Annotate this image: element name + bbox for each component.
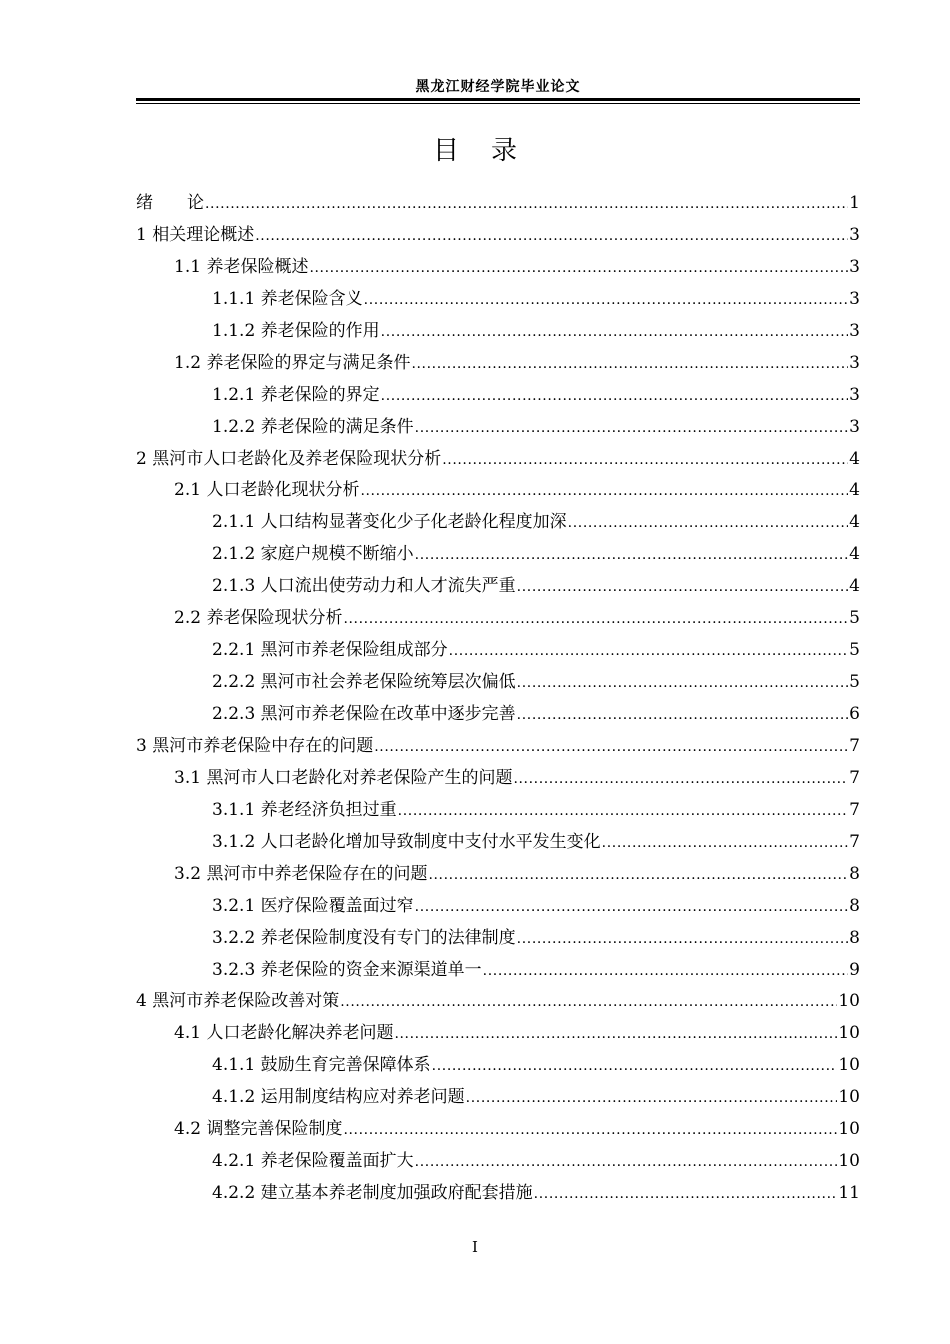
toc-entry[interactable] [136,1050,860,1082]
toc-entry[interactable] [136,1146,860,1178]
toc-entry[interactable] [136,859,860,891]
toc-entry-title: 1.1.2 养老保险的作用 [212,320,380,341]
toc-entry-page: 11 [838,1183,860,1204]
toc-entry-page: 5 [849,672,860,693]
toc-entry[interactable] [136,507,860,539]
toc-entry-page: 7 [849,735,860,756]
toc-entry-page: 8 [849,927,860,948]
toc-entry-title: 绪 论 [136,193,204,213]
toc-dot-leader [428,859,848,892]
toc-entry-title: 4.1 人口老龄化解决养老问题 [174,1023,394,1044]
toc-entry-title: 2.1 人口老龄化现状分析 [174,480,360,501]
toc-dot-leader [255,220,848,253]
toc-entry-page: 7 [849,831,860,852]
toc-dot-leader [517,571,849,604]
toc-entry-page: 10 [838,1055,860,1076]
toc-entry[interactable] [136,827,860,859]
toc-dot-leader [309,252,848,285]
toc-entry-title: 1.2 养老保险的界定与满足条件 [174,352,411,373]
toc-dot-leader [442,444,848,477]
toc-entry-title: 2.2 养老保险现状分析 [174,608,343,629]
toc-dot-leader [415,412,849,445]
toc-entry-title: 4.2.1 养老保险覆盖面扩大 [212,1151,414,1172]
toc-entry[interactable] [136,284,860,316]
toc-entry-title: 1 相关理论概述 [136,224,255,245]
toc-dot-leader [517,923,849,956]
toc-entry-title: 4.2 调整完善保险制度 [174,1119,343,1140]
toc-dot-leader [517,699,849,732]
toc-entry-page: 4 [849,576,860,597]
toc-entry-title: 2.1.1 人口结构显著变化少子化老龄化程度加深 [212,512,567,533]
toc-entry-page: 4 [849,448,860,469]
toc-entry-title: 3.2.2 养老保险制度没有专门的法律制度 [212,927,516,948]
toc-dot-leader [449,635,849,668]
toc-entry-page: 4 [849,512,860,533]
header-rule-thick [136,98,860,101]
toc-dot-leader [340,986,837,1019]
toc-entry[interactable] [136,571,860,603]
toc-title: 目录 [432,136,549,166]
toc-entry-page: 6 [849,704,860,724]
toc-dot-leader [205,188,848,221]
toc-entry-title: 3.1.1 养老经济负担过重 [212,799,397,820]
toc-entry[interactable] [136,891,860,923]
toc-entry-title: 1.1.1 养老保险含义 [212,288,363,309]
toc-entry-page: 1 [849,193,860,213]
toc-entry-title: 3.2.3 养老保险的资金来源渠道单一 [212,959,482,980]
toc-entry[interactable] [136,699,860,731]
toc-entry[interactable] [136,316,860,348]
toc-entry[interactable] [136,763,860,795]
toc-dot-leader [360,475,848,508]
toc-entry-page: 9 [849,959,860,980]
toc-entry-title: 2.2.3 黑河市养老保险在改革中逐步完善 [212,704,516,724]
toc-entry-title: 4.2.2 建立基本养老制度加强政府配套措施 [212,1183,533,1204]
toc-entry[interactable] [136,667,860,699]
toc-entry[interactable] [136,444,860,476]
toc-entry[interactable] [136,635,860,667]
toc-entry-title: 3.2.1 医疗保险覆盖面过窄 [212,895,414,916]
toc-entry-title: 2.2.1 黑河市养老保险组成部分 [212,640,448,661]
toc-entry[interactable] [136,986,860,1018]
toc-dot-leader [411,348,848,381]
toc-dot-leader [394,1018,837,1051]
toc-entry[interactable] [136,1082,860,1114]
toc-dot-leader [343,603,848,636]
toc-entry-page: 8 [849,863,860,884]
toc-entry-page: 10 [838,1119,860,1140]
toc-entry-page: 10 [838,1023,860,1044]
toc-entry-page: 3 [849,352,860,373]
toc-entry[interactable] [136,220,860,252]
toc-entry-title: 3.2 黑河市中养老保险存在的问题 [174,863,428,884]
toc-dot-leader [415,539,849,572]
table-of-contents [136,188,860,1210]
toc-entry-page: 3 [849,320,860,341]
toc-dot-leader [483,955,849,988]
toc-entry-title: 1.1 养老保险概述 [174,256,309,277]
toc-entry-page: 10 [838,991,860,1012]
page-number: I [472,1238,478,1256]
toc-entry[interactable] [136,923,860,955]
toc-entry-page: 10 [838,1087,860,1108]
toc-dot-leader [398,795,849,828]
toc-entry-title: 2.1.3 人口流出使劳动力和人才流失严重 [212,576,516,597]
toc-entry[interactable] [136,252,860,284]
toc-entry-title: 2.2.2 黑河市社会养老保险统筹层次偏低 [212,672,516,693]
toc-dot-leader [568,507,849,540]
toc-entry-title: 3.1 黑河市人口老龄化对养老保险产生的问题 [174,767,513,788]
toc-entry[interactable] [136,795,860,827]
toc-entry-title: 2.1.2 家庭户规模不断缩小 [212,544,414,565]
toc-entry[interactable] [136,1018,860,1050]
toc-entry[interactable] [136,731,860,763]
toc-entry-page: 3 [849,256,860,277]
toc-entry-title: 4 黑河市养老保险改善对策 [136,991,340,1012]
toc-entry-page: 3 [849,288,860,309]
toc-entry[interactable] [136,188,860,220]
toc-dot-leader [374,731,848,764]
running-header: 黑龙江财经学院毕业论文 [415,79,581,95]
toc-entry[interactable] [136,539,860,571]
toc-entry[interactable] [136,412,860,444]
toc-entry-title: 1.2.2 养老保险的满足条件 [212,416,414,437]
toc-entry-page: 7 [849,767,860,788]
toc-dot-leader [517,667,849,700]
toc-entry[interactable] [136,1114,860,1146]
toc-entry-page: 3 [849,224,860,245]
toc-dot-leader [513,763,848,796]
toc-entry-title: 3 黑河市养老保险中存在的问题 [136,735,374,756]
toc-entry[interactable] [136,603,860,635]
toc-entry-page: 7 [849,799,860,820]
toc-entry-title: 4.1.2 运用制度结构应对养老问题 [212,1087,465,1108]
toc-dot-leader [381,316,849,349]
toc-entry-page: 5 [849,640,860,661]
toc-entry-page: 4 [849,480,860,501]
toc-dot-leader [343,1114,837,1147]
toc-entry-title: 3.1.2 人口老龄化增加导致制度中支付水平发生变化 [212,831,601,852]
toc-entry[interactable] [136,380,860,412]
toc-entry[interactable] [136,348,860,380]
toc-entry-page: 10 [838,1151,860,1172]
toc-entry[interactable] [136,475,860,507]
header-rule-thin [136,103,860,104]
toc-dot-leader [466,1082,838,1115]
toc-dot-leader [432,1050,838,1083]
toc-entry-page: 4 [849,544,860,565]
toc-entry[interactable] [136,1178,860,1210]
toc-dot-leader [602,827,849,860]
toc-entry-page: 3 [849,416,860,437]
toc-dot-leader [381,380,849,413]
toc-entry-title: 4.1.1 鼓励生育完善保障体系 [212,1055,431,1076]
toc-entry-page: 8 [849,895,860,916]
toc-dot-leader [415,891,849,924]
toc-entry[interactable] [136,955,860,987]
toc-entry-title: 1.2.1 养老保险的界定 [212,384,380,405]
toc-entry-page: 5 [849,608,860,629]
toc-entry-page: 3 [849,384,860,405]
toc-dot-leader [415,1146,838,1179]
toc-entry-title: 2 黑河市人口老龄化及养老保险现状分析 [136,448,442,469]
toc-dot-leader [364,284,849,317]
toc-dot-leader [534,1178,838,1211]
